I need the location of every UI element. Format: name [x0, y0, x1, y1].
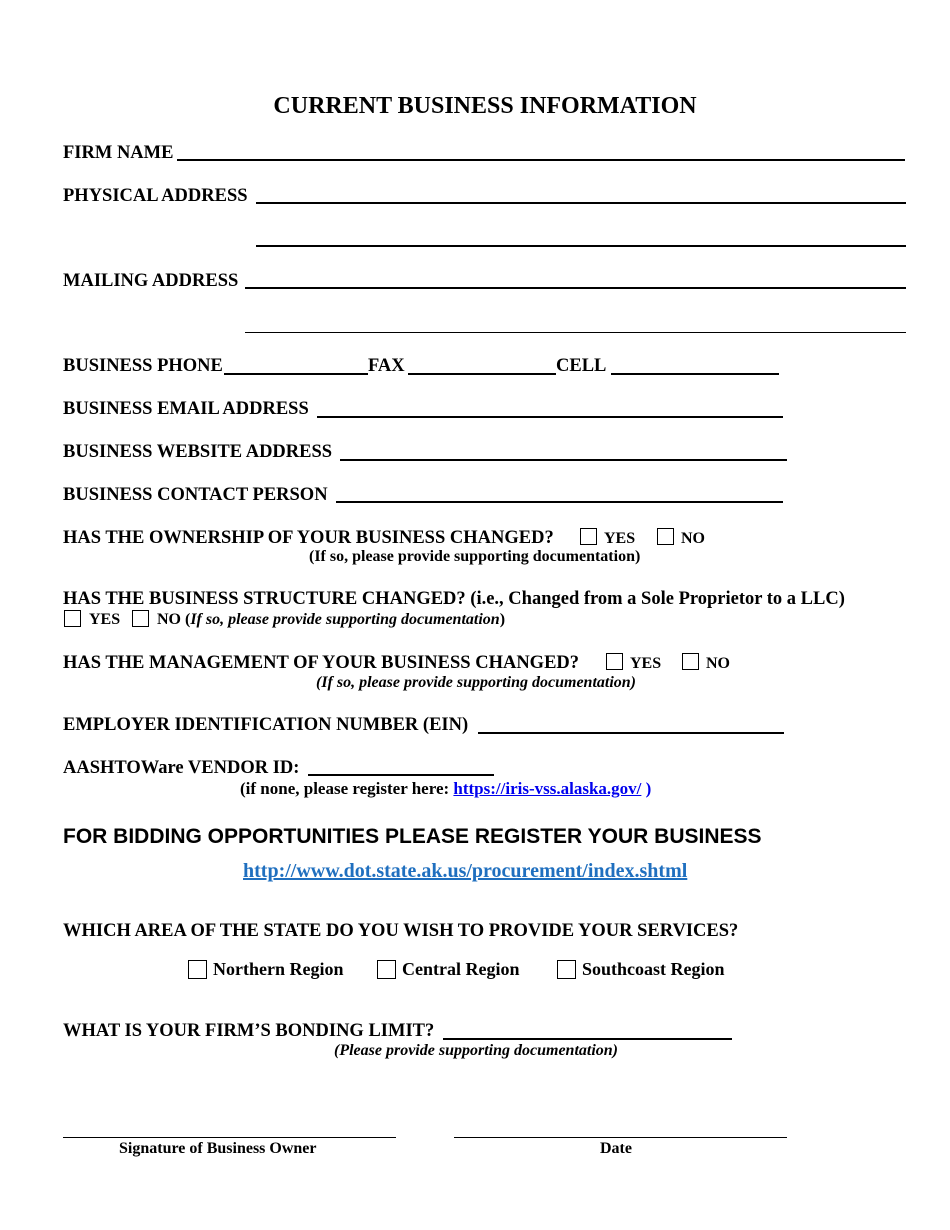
business-phone-field[interactable] [224, 373, 368, 375]
business-website-field[interactable] [340, 459, 787, 461]
physical-address-field-2[interactable] [256, 245, 906, 247]
fax-label: FAX [368, 356, 405, 376]
ein-field[interactable] [478, 732, 784, 734]
mailing-address-label: MAILING ADDRESS [63, 271, 239, 291]
bonding-field[interactable] [443, 1038, 732, 1040]
ownership-no-label: NO [681, 530, 705, 547]
physical-address-field[interactable] [256, 202, 906, 204]
bidding-link[interactable]: http://www.dot.state.ak.us/procurement/index.shtml [243, 860, 688, 882]
management-no-label: NO [706, 655, 730, 672]
ownership-question: HAS THE OWNERSHIP OF YOUR BUSINESS CHANGED? [63, 528, 554, 548]
firm-name-label: FIRM NAME [63, 143, 174, 163]
structure-yes-checkbox[interactable] [64, 610, 81, 627]
central-region-label: Central Region [402, 959, 520, 979]
structure-yes-label: YES [89, 611, 121, 628]
vendor-id-label: AASHTOWare VENDOR ID: [63, 758, 300, 778]
business-contact-field[interactable] [336, 501, 783, 503]
business-contact-label: BUSINESS CONTACT PERSON [63, 485, 328, 505]
structure-note: If so, please provide supporting documentation [190, 611, 500, 628]
vendor-register-link[interactable]: https://iris-vss.alaska.gov/ [453, 779, 642, 798]
cell-field[interactable] [611, 373, 779, 375]
business-email-field[interactable] [317, 416, 783, 418]
date-label: Date [600, 1140, 632, 1157]
date-field[interactable] [454, 1137, 787, 1138]
fax-field[interactable] [408, 373, 556, 375]
vendor-id-field[interactable] [308, 774, 494, 776]
business-email-label: BUSINESS EMAIL ADDRESS [63, 399, 309, 419]
management-no-checkbox[interactable] [682, 653, 699, 670]
physical-address-label: PHYSICAL ADDRESS [63, 186, 248, 206]
southcoast-region-label: Southcoast Region [582, 959, 725, 979]
central-region-checkbox[interactable] [377, 960, 396, 979]
structure-no-label: NO ( [157, 611, 191, 628]
management-note: (If so, please provide supporting documentation) [316, 674, 637, 691]
vendor-note-prefix: (if none, please register here: [240, 779, 454, 798]
mailing-address-field-2[interactable] [245, 332, 906, 333]
bonding-note: (Please provide supporting documentation) [334, 1042, 618, 1059]
structure-no-checkbox[interactable] [132, 610, 149, 627]
ownership-no-checkbox[interactable] [657, 528, 674, 545]
structure-question: HAS THE BUSINESS STRUCTURE CHANGED? (i.e., Changed from a Sole Proprietor to a LLC) [63, 589, 845, 609]
ownership-note: (If so, please provide supporting documentation) [309, 548, 641, 565]
structure-note-close: ) [499, 611, 506, 628]
management-yes-label: YES [630, 655, 662, 672]
vendor-note-suffix: ) [641, 779, 652, 798]
page-title: CURRENT BUSINESS INFORMATION [273, 93, 697, 119]
bonding-label: WHAT IS YOUR FIRM’S BONDING LIMIT? [63, 1021, 435, 1041]
firm-name-field[interactable] [177, 159, 905, 161]
management-question: HAS THE MANAGEMENT OF YOUR BUSINESS CHANGED? [63, 653, 580, 673]
ein-label: EMPLOYER IDENTIFICATION NUMBER (EIN) [63, 715, 469, 735]
mailing-address-field[interactable] [245, 287, 906, 289]
southcoast-region-checkbox[interactable] [557, 960, 576, 979]
vendor-register-note [240, 779, 651, 799]
signature-field[interactable] [63, 1137, 396, 1138]
business-website-label: BUSINESS WEBSITE ADDRESS [63, 442, 333, 462]
management-yes-checkbox[interactable] [606, 653, 623, 670]
bidding-heading: FOR BIDDING OPPORTUNITIES PLEASE REGISTER YOUR BUSINESS [63, 825, 762, 848]
northern-region-checkbox[interactable] [188, 960, 207, 979]
ownership-yes-checkbox[interactable] [580, 528, 597, 545]
ownership-yes-label: YES [604, 530, 636, 547]
regions-question: WHICH AREA OF THE STATE DO YOU WISH TO PROVIDE YOUR SERVICES? [63, 921, 739, 941]
structure-no-note [157, 610, 505, 630]
northern-region-label: Northern Region [213, 959, 344, 979]
business-phone-label: BUSINESS PHONE [63, 356, 223, 376]
cell-label: CELL [556, 356, 607, 376]
signature-label: Signature of Business Owner [119, 1140, 317, 1157]
